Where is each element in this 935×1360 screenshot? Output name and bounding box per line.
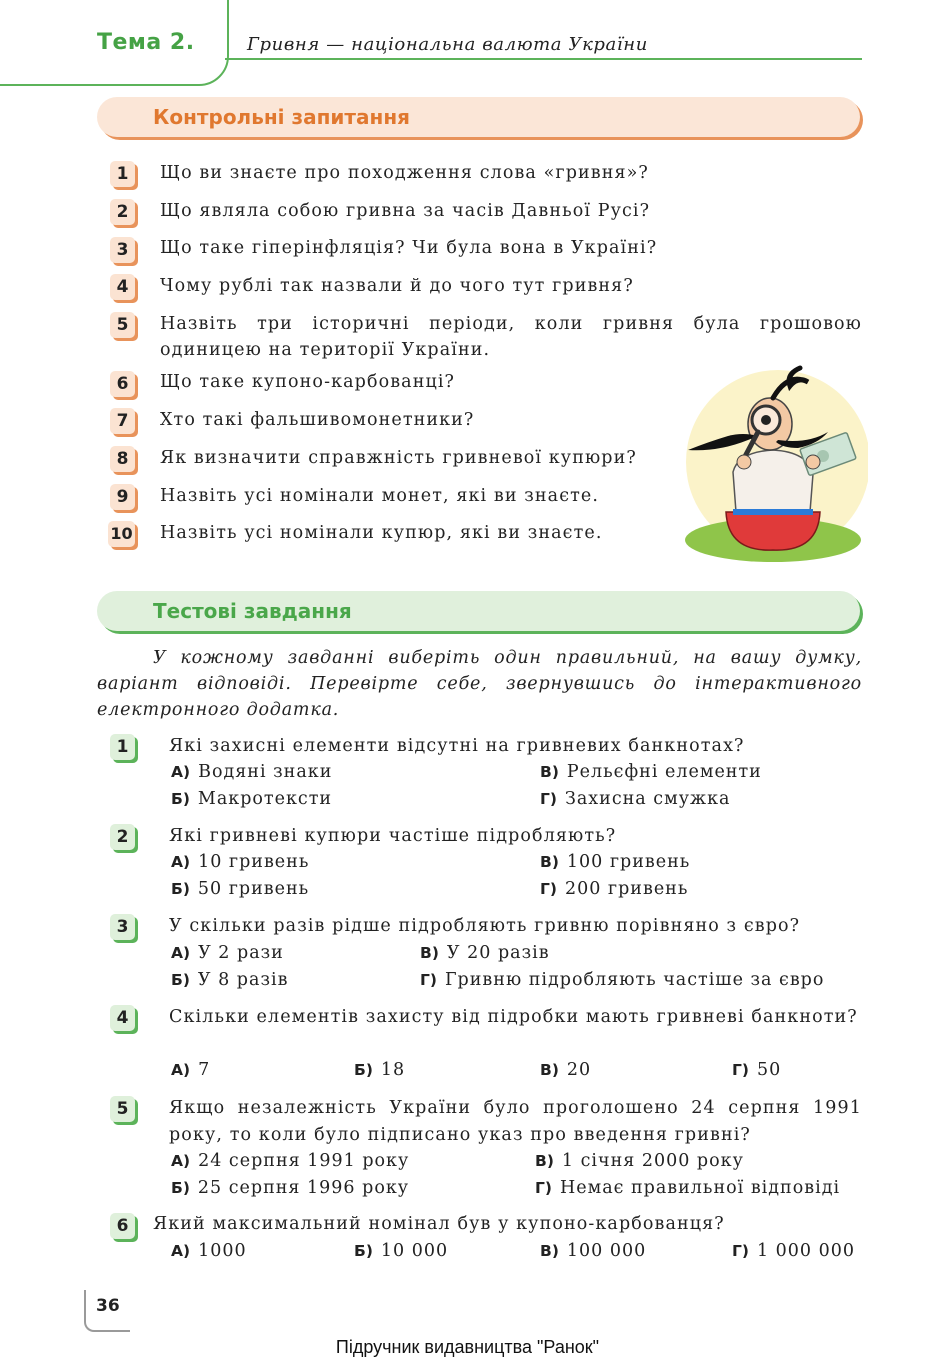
question-text: Як визначити справжність гривневої купюри? [160, 448, 637, 468]
header-rule [225, 58, 862, 60]
test-question: Скільки елементів захисту від підробки мають гривневі банкноти? [169, 1007, 858, 1027]
test-number: 2 [110, 824, 135, 850]
test-number: 4 [110, 1005, 135, 1031]
test-option[interactable]: Г) 1 000 000 [732, 1241, 856, 1261]
test-option[interactable]: Г) Гривню підробляють частіше за євро [420, 970, 825, 990]
test-option[interactable]: А) 7 [171, 1060, 211, 1080]
test-option[interactable]: А) 10 гривень [171, 852, 310, 872]
test-option[interactable]: Г) 50 [732, 1060, 782, 1080]
test-option[interactable]: В) 20 [540, 1060, 592, 1080]
test-option[interactable]: А) У 2 рази [171, 943, 284, 963]
question-number: 6 [110, 371, 135, 397]
test-number: 5 [110, 1096, 135, 1122]
question-number: 5 [110, 312, 135, 338]
question-number: 2 [110, 199, 135, 225]
test-option[interactable]: А) Водяні знаки [171, 762, 333, 782]
question-text: Чому рублі так назвали й до чого тут гривня? [160, 276, 634, 296]
question-number: 7 [110, 408, 135, 434]
test-option[interactable]: А) 24 серпня 1991 року [171, 1151, 410, 1171]
test-option[interactable]: Г) Захисна смужка [540, 789, 731, 809]
test-option[interactable]: В) Рельєфні елементи [540, 762, 762, 782]
test-number: 3 [110, 914, 135, 940]
question-text: Назвіть три історичні періоди, коли гривня була грошовою одиницею на території України. [160, 314, 862, 360]
test-option[interactable]: Б) Макротексти [171, 789, 333, 809]
control-questions-header [97, 97, 860, 137]
question-text: Що ви знаєте про походження слова «гривня»? [160, 163, 649, 183]
test-question: У скільки разів рідше підробляють гривню порівняно з євро? [169, 916, 801, 936]
publisher-footer: Підручник видавництва "Ранок" [335, 1337, 600, 1357]
question-number: 8 [110, 446, 135, 472]
question-number: 4 [110, 274, 135, 300]
test-question: Який максимальний номінал був у купоно-карбованця? [153, 1214, 725, 1234]
test-option[interactable]: В) 100 гривень [540, 852, 691, 872]
tests-title: Тестові завдання [153, 599, 352, 623]
question-text: Що являла собою гривна за часів Давньої Русі? [160, 201, 651, 221]
test-option[interactable]: А) 1000 [171, 1241, 247, 1261]
test-option[interactable]: В) У 20 разів [420, 943, 550, 963]
test-number: 1 [110, 734, 135, 760]
test-option[interactable]: Г) 200 гривень [540, 879, 689, 899]
test-option[interactable]: Б) 18 [354, 1060, 406, 1080]
test-option[interactable]: В) 100 000 [540, 1241, 647, 1261]
test-option[interactable]: Б) 25 серпня 1996 року [171, 1178, 410, 1198]
question-number: 1 [110, 161, 135, 187]
cossack-magnifier-illustration [678, 362, 868, 562]
test-option[interactable]: Б) 10 000 [354, 1241, 449, 1261]
question-text: Назвіть усі номінали купюр, які ви знаєте. [160, 523, 603, 543]
question-text: Назвіть усі номінали монет, які ви знаєте. [160, 486, 600, 506]
test-option[interactable]: Г) Немає правильної відповіді [535, 1178, 841, 1198]
question-text: Хто такі фальшивомонетники? [160, 410, 475, 430]
question-number: 10 [108, 521, 135, 547]
test-question: Якщо незалежність України було проголошено 24 серпня 1991 року, то коли було підписано указ про введення гривні? [169, 1098, 862, 1145]
page-number: 36 [96, 1296, 120, 1316]
test-question: Які гривневі купюри частіше підробляють? [169, 826, 617, 846]
test-number: 6 [110, 1213, 135, 1239]
control-questions-title: Контрольні запитання [153, 105, 411, 129]
test-option[interactable]: Б) 50 гривень [171, 879, 310, 899]
tests-intro: У кожному завданні виберіть один правильний, на вашу думку, варіант відповіді. Перевірте себе, звернувшись до інтерактивного електронного додатка. [97, 648, 862, 720]
test-option[interactable]: Б) У 8 разів [171, 970, 289, 990]
question-number: 9 [110, 484, 135, 510]
topic-title: Гривня — національна валюта України [247, 34, 648, 55]
question-text: Що таке купоно-карбованці? [160, 372, 456, 392]
test-question: Які захисні елементи відсутні на гривневих банкнотах? [169, 736, 745, 756]
test-option[interactable]: В) 1 січня 2000 року [535, 1151, 744, 1171]
question-text: Що таке гіперінфляція? Чи була вона в Україні? [160, 238, 658, 258]
question-number: 3 [110, 237, 135, 263]
tests-header [97, 591, 860, 631]
topic-label: Тема 2. [97, 30, 195, 55]
